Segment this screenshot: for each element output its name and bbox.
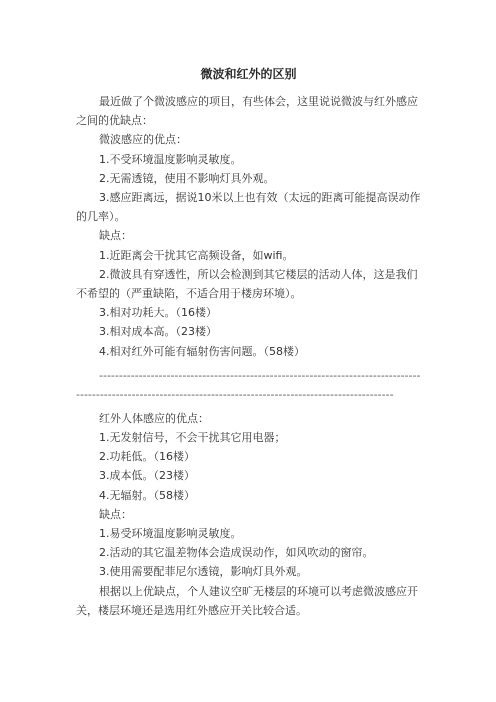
- microwave-con-item: 4.相对红外可能有辐射伤害问题。（58楼）: [99, 344, 305, 358]
- microwave-pro-item: 3.感应距离远，据说10米以上也有效（太远的距离可能提高误动作的几率）。: [76, 191, 421, 224]
- infrared-pros-heading: 红外人体感应的优点：: [99, 411, 209, 425]
- document-body: [76, 92, 421, 620]
- intro-paragraph: 最近做了个微波感应的项目，有些体会，这里说说微波与红外感应之间的优缺点：: [76, 95, 418, 128]
- microwave-con-item: 3.相对功耗大。（16楼）: [99, 306, 217, 320]
- infrared-pro-item: 2.功耗低。（16楼）: [99, 450, 195, 464]
- infrared-cons-heading: 缺点：: [99, 507, 132, 521]
- dashed-separator: -----------------------------------------------------------------------------------------------------------------------------------------------------------------: [76, 368, 421, 401]
- infrared-pro-item: 4.无辐射。（58楼）: [99, 488, 195, 502]
- microwave-pro-item: 1.不受环境温度影响灵敏度。: [99, 152, 242, 166]
- infrared-pro-item: 1.无发射信号，不会干扰其它用电器；: [99, 431, 286, 445]
- infrared-con-item: 3.使用需要配菲尼尔透镜，影响灯具外观。: [99, 565, 308, 579]
- microwave-cons-heading: 缺点：: [99, 229, 132, 243]
- microwave-pros-heading: 微波感应的优点：: [99, 133, 187, 147]
- conclusion-paragraph: 根据以上优缺点，个人建议空旷无楼层的环境可以考虑微波感应开关，楼层环境还是选用红外感应开关比较合适。: [76, 584, 418, 617]
- microwave-con-item: 3.相对成本高。（23楼）: [99, 325, 217, 339]
- infrared-pro-item: 3.成本低。（23楼）: [99, 469, 195, 483]
- microwave-con-item: 2.微波具有穿透性，所以会检测到其它楼层的活动人体，这是我们不希望的（严重缺陷，不适合用于楼房环境）。: [76, 267, 418, 301]
- infrared-con-item: 1.易受环境温度影响灵敏度。: [99, 527, 242, 541]
- microwave-con-item: 1.近距离会干扰其它高频设备，如wifi。: [99, 248, 294, 262]
- infrared-con-item: 2.活动的其它温差物体会造成误动作，如风吹动的窗帘。: [99, 546, 374, 560]
- document-title: 微波和红外的区别: [200, 67, 297, 81]
- microwave-pro-item: 2.无需透镜，使用不影响灯具外观。: [99, 171, 275, 185]
